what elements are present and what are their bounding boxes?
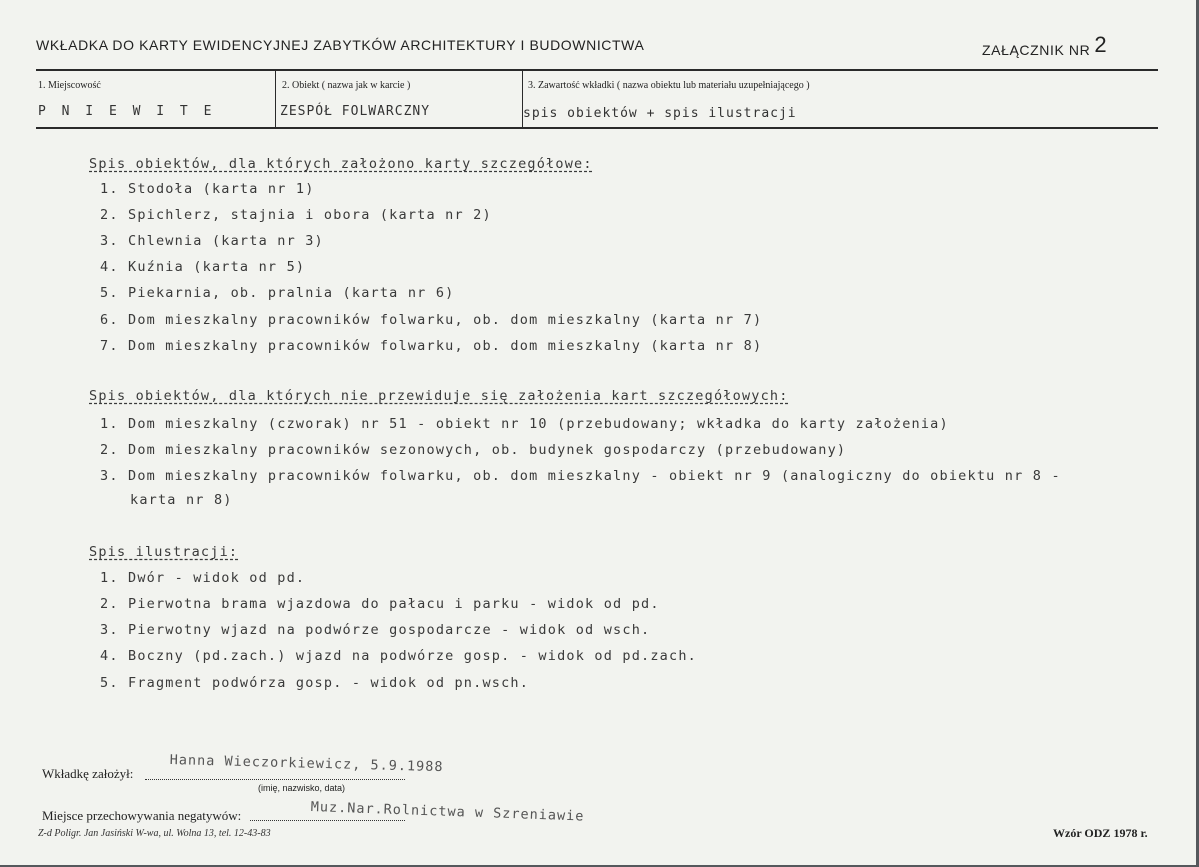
form-version: Wzór ODZ 1978 r. [1053, 826, 1148, 840]
list-item: 2. Dom mieszkalny pracowników sezonowych, ob. budynek gospodarczy (przebudowany) [100, 442, 847, 458]
list-item: 1. Stodoła (karta nr 1) [100, 181, 315, 197]
annex-label: ZAŁĄCZNIK NR [982, 42, 1091, 58]
list-item: 2. Spichlerz, stajnia i obora (karta nr 2) [100, 207, 492, 223]
list-item: 6. Dom mieszkalny pracowników folwarku, ob. dom mieszkalny (karta nr 7) [100, 312, 763, 328]
list-item: 3. Dom mieszkalny pracowników folwarku, ob. dom mieszkalny - obiekt nr 9 (analogiczny do obiektu nr 8 - [100, 468, 1061, 484]
list-item: 7. Dom mieszkalny pracowników folwarku, ob. dom mieszkalny (karta nr 8) [100, 338, 763, 354]
list-item: 3. Pierwotny wjazd na podwórze gospodarcze - widok od wsch. [100, 622, 651, 638]
content-value: spis obiektów + spis ilustracji [523, 106, 797, 121]
object-value: ZESPÓŁ FOLWARCZNY [280, 104, 431, 119]
negatives-label: Miejsce przechowywania negatywów: [42, 808, 242, 823]
annex-value: 2 [1094, 32, 1108, 57]
top-rule [36, 69, 1158, 71]
form-title: WKŁADKA DO KARTY EWIDENCYJNEJ ZABYTKÓW ARCHITEKTURY I BUDOWNICTWA [36, 37, 645, 53]
author-dotted-line [145, 779, 405, 780]
list-item: 4. Kuźnia (karta nr 5) [100, 259, 306, 275]
section3-heading: Spis ilustracji: [89, 544, 239, 560]
list-item: 2. Pierwotna brama wjazdowa do pałacu i parku - widok od pd. [100, 596, 660, 612]
content-label: 3. Zawartość wkładki ( nazwa obiektu lub materiału uzupełniającego ) [528, 80, 810, 91]
list-item: 1. Dwór - widok od pd. [100, 570, 306, 586]
printer-imprint: Z-d Poligr. Jan Jasiński W-wa, ul. Wolna 13, tel. 12-43-83 [38, 828, 271, 839]
negatives-value: Muz.Nar.Rolnictwa w Szreniawie [310, 799, 585, 825]
author-label: Wkładkę założył: [42, 766, 134, 781]
negatives-dotted-line [250, 820, 405, 821]
field-rule [36, 127, 1158, 129]
list-item: 5. Fragment podwórza gosp. - widok od pn.wsch. [100, 675, 530, 691]
list-item: 4. Boczny (pd.zach.) wjazd na podwórze gosp. - widok od pd.zach. [100, 648, 697, 664]
list-item-continuation: karta nr 8) [130, 492, 233, 508]
object-label: 2. Obiekt ( nazwa jak w karcie ) [282, 80, 411, 91]
field-divider-1 [275, 71, 276, 127]
list-item: 1. Dom mieszkalny (czworak) nr 51 - obiekt nr 10 (przebudowany; wkładka do karty założenia) [100, 416, 949, 432]
list-item: 5. Piekarnia, ob. pralnia (karta nr 6) [100, 285, 455, 301]
author-caption: (imię, nazwisko, data) [258, 783, 346, 793]
locality-label: 1. Miejscowość [38, 80, 101, 91]
list-item: 3. Chlewnia (karta nr 3) [100, 233, 324, 249]
section1-heading: Spis obiektów, dla których założono karty szczegółowe: [89, 156, 593, 172]
author-value: Hanna Wieczorkiewicz, 5.9.1988 [169, 752, 444, 776]
locality-value: P N I E W I T E [38, 104, 216, 119]
annex-number [982, 32, 1108, 61]
section2-heading: Spis obiektów, dla których nie przewiduje się założenia kart szczegółowych: [89, 388, 789, 404]
